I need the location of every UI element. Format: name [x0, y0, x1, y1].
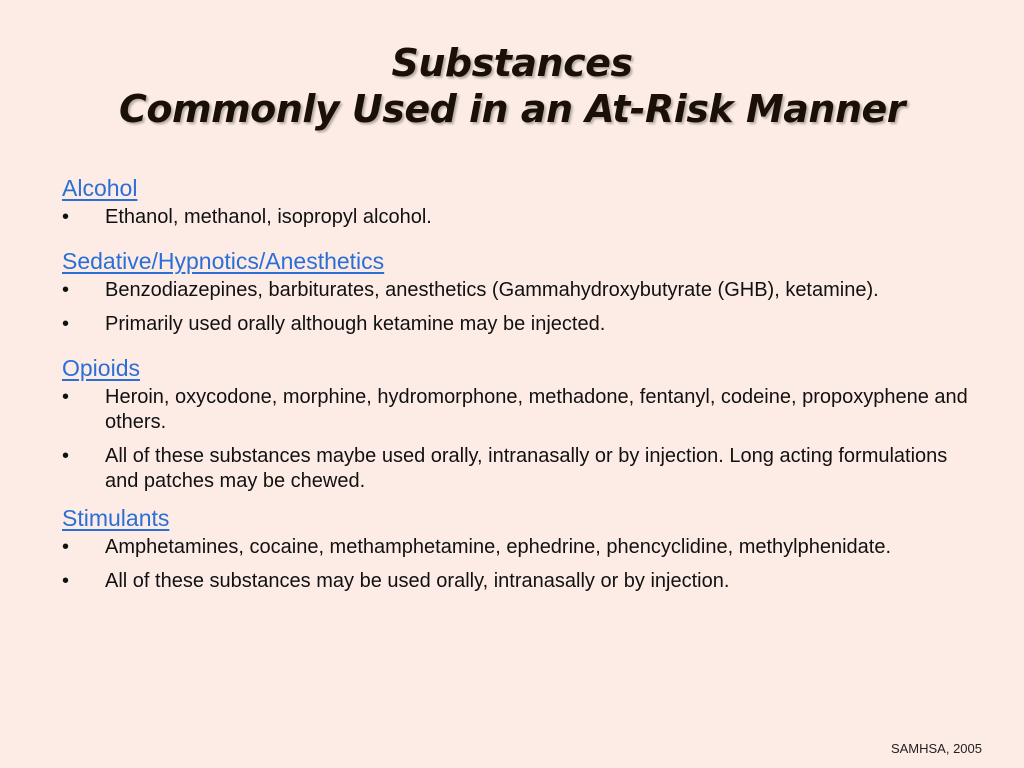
section-stimulants [62, 503, 982, 594]
section-heading-alcohol[interactable]: Alcohol [62, 175, 138, 201]
section-heading-sedative-hypnotics-anesthetics[interactable]: Sedative/Hypnotics/Anesthetics [62, 248, 385, 274]
bullet-icon: • [62, 206, 70, 228]
list-item [62, 312, 982, 337]
bullet-text: Primarily used orally although ketamine may be injected. [105, 313, 606, 335]
bullet-text: All of these substances maybe used orally, intranasally or by injection. Long acting formulations and patches may be chewed. [105, 445, 948, 492]
bullet-icon: • [62, 570, 70, 592]
bullet-list [62, 535, 982, 594]
section-heading-opioids[interactable]: Opioids [62, 355, 140, 381]
list-item [62, 535, 982, 560]
list-item [62, 205, 982, 230]
slide-title-line-2: Commonly Used in an At-Risk Manner [118, 87, 906, 131]
section-alcohol [62, 173, 982, 230]
bullet-icon: • [62, 445, 70, 467]
bullet-text: All of these substances may be used orally, intranasally or by injection. [105, 570, 730, 592]
section-sedative-hypnotics-anesthetics [62, 246, 982, 337]
slide-title [0, 40, 1024, 132]
bullet-icon: • [62, 386, 70, 408]
bullet-icon: • [62, 313, 70, 335]
slide-content [62, 173, 982, 603]
list-item [62, 385, 982, 435]
list-item [62, 569, 982, 594]
slide-title-line-1: Substances [391, 41, 633, 85]
source-citation: SAMHSA, 2005 [890, 741, 982, 756]
bullet-list [62, 205, 982, 230]
list-item [62, 444, 982, 494]
bullet-list [62, 385, 982, 494]
section-heading-stimulants[interactable]: Stimulants [62, 505, 170, 531]
section-opioids [62, 353, 982, 494]
bullet-text: Heroin, oxycodone, morphine, hydromorphone, methadone, fentanyl, codeine, propoxyphene and others. [105, 386, 968, 433]
bullet-icon: • [62, 536, 70, 558]
bullet-list [62, 278, 982, 337]
bullet-text: Ethanol, methanol, isopropyl alcohol. [105, 206, 432, 228]
bullet-icon: • [62, 279, 70, 301]
bullet-text: Amphetamines, cocaine, methamphetamine, ephedrine, phencyclidine, methylphenidate. [105, 536, 892, 558]
list-item [62, 278, 982, 303]
bullet-text: Benzodiazepines, barbiturates, anesthetics (Gammahydroxybutyrate (GHB), ketamine). [105, 279, 879, 301]
